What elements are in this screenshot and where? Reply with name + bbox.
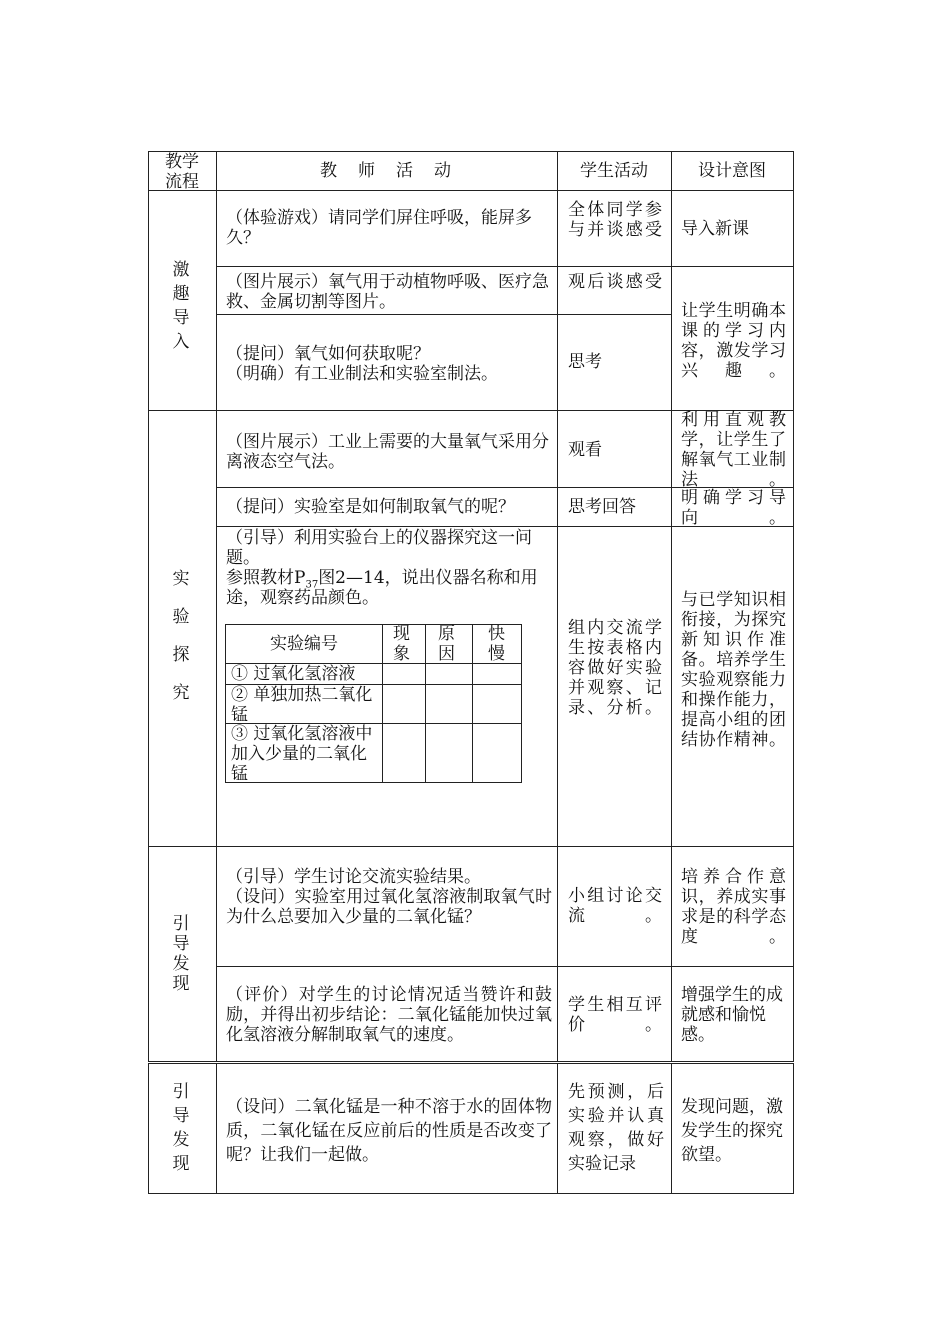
header-student-activity: 学生活动 [580, 161, 648, 181]
design-intent-cell: 导入新课 [681, 219, 749, 239]
teacher-reference: 参照教材$P_{37}$图2—14，说出仪器名称和用途，观察药品颜色。 [226, 568, 538, 608]
teacher-activity-cell: （提问）实验室是如何制取氧气的呢？ [226, 497, 515, 517]
teacher-activity-cell: （评价）对学生的讨论情况适当赞许和鼓励，并得出初步结论：二氧化锰能加快过氧化氢溶液分解制取氧气的速度。 [226, 985, 552, 1045]
table-border-right [793, 151, 794, 1062]
teacher-question: （设问）实验室用过氧化氢溶液制取氧气时为什么总要加入少量的二氧化锰？ [226, 887, 552, 927]
exp-table-border [225, 624, 522, 625]
student-activity-cell: 组内交流学生按表格内容做好实验并观察、记录、分析。 [568, 618, 662, 718]
exp-row-2: ② 单独加热二氧化锰 [231, 685, 373, 725]
exp-header-reason: 原因 [438, 624, 455, 664]
table-border-top [148, 151, 794, 152]
teacher-question: （提问）氧气如何获取呢？ [226, 344, 430, 364]
section-divider [148, 846, 794, 847]
table-border-top [148, 1063, 794, 1064]
student-activity-cell: 小组讨论交流。 [568, 886, 662, 926]
row-divider [216, 966, 794, 967]
teacher-activity-cell [226, 528, 552, 608]
row-divider [216, 266, 671, 267]
col-divider [557, 1063, 558, 1194]
exp-table-border [521, 624, 522, 783]
stage-label-experiment: 实 验 探 究 [172, 569, 190, 703]
table-border-left [148, 151, 149, 1062]
header-teacher-activity: 教 师 活 动 [320, 161, 453, 181]
student-activity-cell: 观看 [568, 440, 602, 460]
col-divider [557, 151, 558, 1062]
student-activity-cell: 思考 [568, 352, 602, 372]
stage-label-intro: 激 趣 导 入 [172, 260, 190, 352]
teacher-activity-cell: （设问）二氧化锰是一种不溶于水的固体物质，二氧化锰在反应前后的性质是否改变了呢？让我们一起做。 [226, 1097, 552, 1165]
col-divider [671, 1063, 672, 1194]
table-border-right [793, 1063, 794, 1194]
col-divider [671, 151, 672, 1062]
design-intent-cell: 发现问题，激发学生的探究欲望。 [681, 1097, 783, 1165]
design-intent-cell: 与已学知识相衔接，为探究新知识作准备。培养学生实验观察能力和操作能力，提高小组的团结协作精神。 [681, 590, 786, 750]
exp-table-divider [425, 624, 426, 783]
stage-label-discovery: 引 导 发 现 [172, 914, 190, 994]
col-divider [216, 1063, 217, 1194]
header-flow: 教学流程 [165, 152, 199, 192]
exp-row-1: ① 过氧化氢溶液 [231, 664, 356, 684]
row-divider [671, 266, 794, 267]
header-design-intent: 设计意图 [698, 161, 766, 181]
teacher-activity-cell [226, 344, 552, 384]
table-border-left [148, 1063, 149, 1194]
exp-table-divider [472, 624, 473, 783]
student-activity-cell: 学生相互评价。 [568, 995, 662, 1035]
stage-label-discovery-2: 引 导 发 现 [172, 1082, 190, 1174]
design-intent-cell: 明确学习导向。 [681, 488, 786, 528]
student-activity-cell: 思考回答 [568, 497, 636, 517]
teacher-activity-cell: （图片展示）氧气用于动植物呼吸、医疗急救、金属切割等图片。 [226, 272, 549, 312]
row-divider [216, 314, 671, 315]
exp-header-id: 实验编号 [270, 634, 338, 654]
teacher-activity-cell [226, 867, 552, 927]
exp-row-3: ③ 过氧化氢溶液中加入少量的二氧化锰 [231, 724, 373, 784]
design-intent-cell: 增强学生的成就感和愉悦感。 [681, 985, 783, 1045]
table-border-bottom [148, 1061, 794, 1062]
design-intent-cell: 让学生明确本课的学习内容，激发学习兴趣。 [681, 301, 786, 381]
teacher-guide: （引导）利用实验台上的仪器探究这一问题。 [226, 528, 532, 568]
teacher-activity-cell: （体验游戏）请同学们屏住呼吸，能屏多久？ [226, 208, 532, 248]
student-activity-cell: 全体同学参与并谈感受 [568, 200, 662, 240]
exp-header-phenomenon: 现象 [393, 624, 410, 664]
header-divider [148, 190, 794, 191]
design-intent-cell: 利用直观教学，让学生了解氧气工业制法。 [681, 410, 786, 490]
col-divider [216, 151, 217, 1062]
teacher-clarify: （明确）有工业制法和实验室制法。 [226, 364, 498, 384]
exp-header-speed: 快慢 [488, 624, 505, 664]
student-activity-cell: 先预测，后实验并认真观察，做好实验记录 [568, 1082, 664, 1174]
teacher-guide: （引导）学生讨论交流实验结果。 [226, 867, 481, 887]
teacher-activity-cell: （图片展示）工业上需要的大量氧气采用分离液态空气法。 [226, 432, 549, 472]
exp-table-divider [382, 624, 383, 783]
design-intent-cell: 培养合作意识，养成实事求是的科学态度。 [681, 867, 786, 947]
table-border-bottom [148, 1193, 794, 1194]
student-activity-cell: 观后谈感受 [568, 272, 662, 292]
